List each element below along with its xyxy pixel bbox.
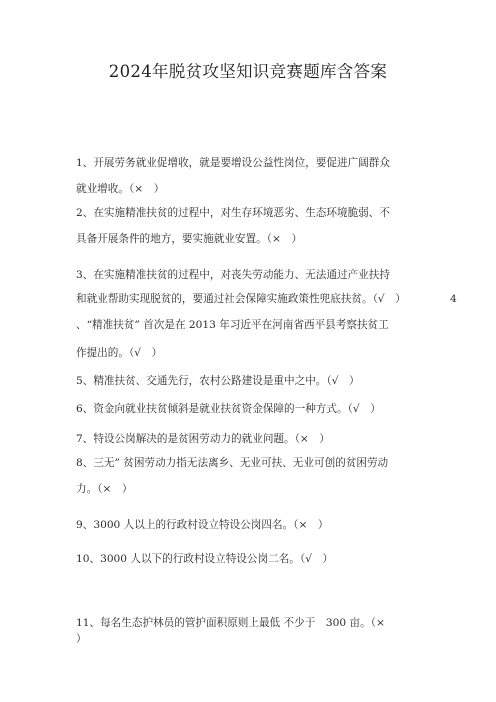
- question-number-4: 4: [450, 293, 457, 305]
- question-6: 6、资金向就业扶贫倾斜是就业扶贫资金保障的一种方式。（√ ）: [76, 403, 381, 415]
- question-9: 9、3000 人以上的行政村设立特设公岗四名。（× ）: [76, 519, 329, 531]
- question-2-line-2: 具备开展条件的地方，要实施就业安置。（× ）: [76, 233, 303, 245]
- question-5: 5、精准扶贫、交通先行，农村公路建设是重中之中。（√ ）: [76, 375, 360, 387]
- question-7: 7、特设公岗解决的是贫困劳动力的就业问题。（× ）: [76, 433, 330, 445]
- question-1-line-2: 就业增收。（× ）: [76, 183, 165, 195]
- document-title: 2024年脱贫攻坚知识竞赛题库含答案: [108, 62, 388, 81]
- question-1-line-1: 1、开展劳务就业促增收，就是要增设公益性岗位，要促进广阔群众: [76, 157, 390, 169]
- question-3-line-1: 3、在实施精准扶贫的过程中，对丧失劳动能力、无法通过产业扶持: [76, 269, 390, 281]
- question-10: 10、3000 人以下的行政村设立特设公岗二名。（√ ）: [76, 553, 334, 565]
- question-11-line-2: ）: [76, 633, 87, 645]
- question-4-line-1: 、“精准扶贫” 首次是在 2013 年习近平在河南省西平县考察扶贫工: [76, 319, 389, 331]
- question-11-line-1: 11、每名生态护林员的管护面积原则上最低 不少于 300 亩。（×: [76, 617, 385, 629]
- question-2-line-1: 2、在实施精准扶贫的过程中，对生存环境恶劣、生态环境脆弱、不: [76, 207, 390, 219]
- question-3-line-2: 和就业帮助实现脱贫的，要通过社会保障实施政策性兜底扶贫。（√ ）: [76, 293, 406, 305]
- question-8-line-1: 8、三无” 贫困劳动力指无法离乡、无业可扶、无业可创的贫困劳动: [76, 457, 389, 469]
- question-4-line-2: 作提出的。（√ ）: [76, 347, 163, 359]
- question-8-line-2: 力。（× ）: [76, 483, 133, 495]
